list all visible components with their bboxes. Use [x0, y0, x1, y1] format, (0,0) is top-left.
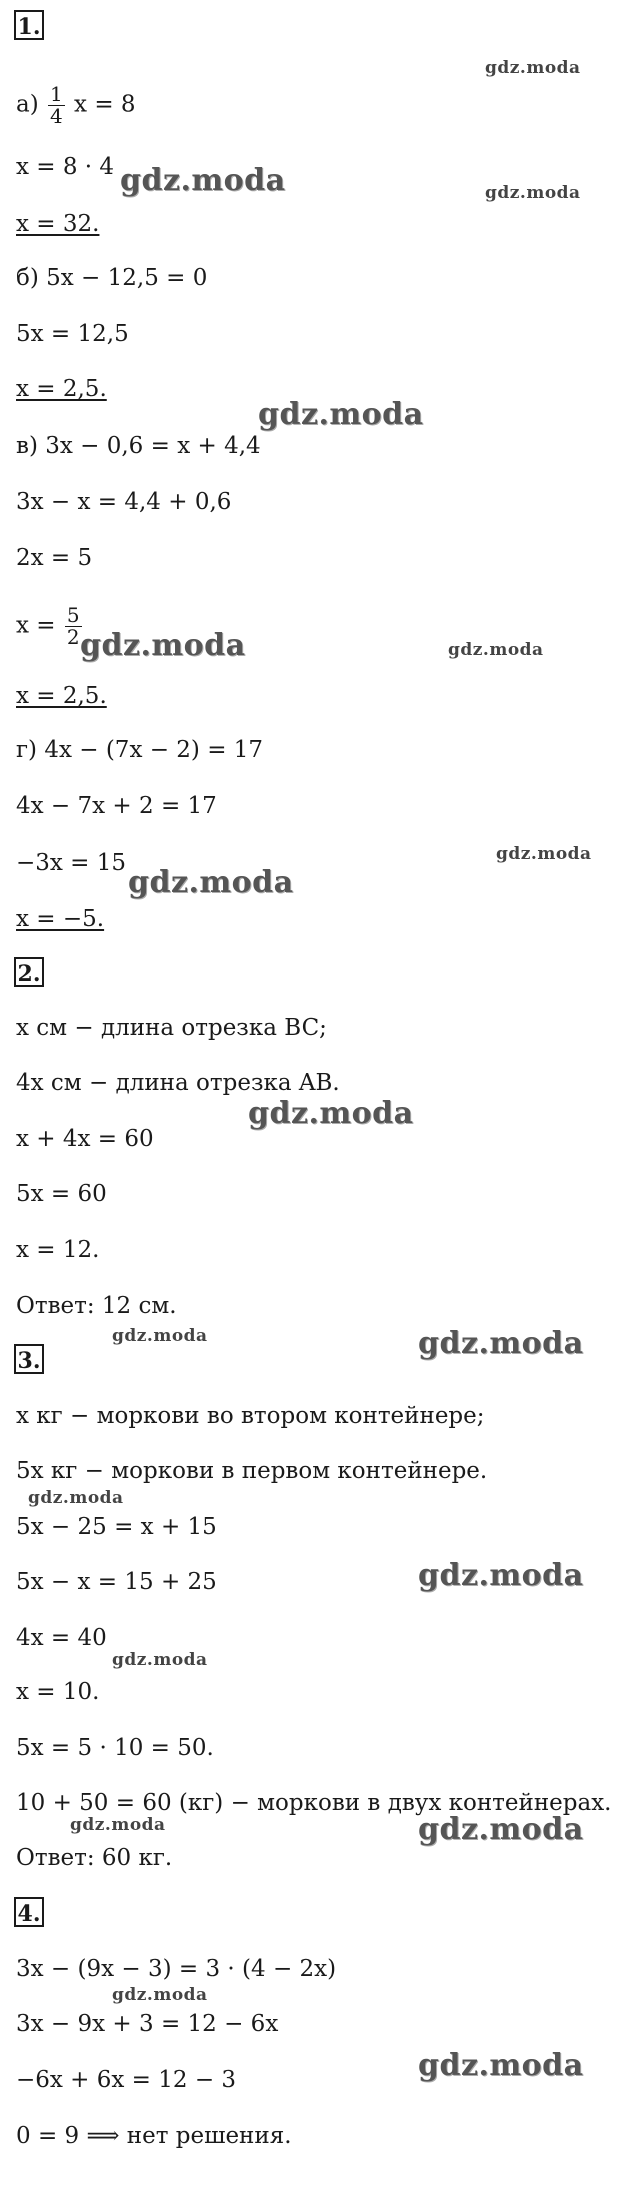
- task-1c-step-4-prefix: x =: [16, 612, 56, 639]
- task-2-line-5: x = 12.: [16, 1237, 100, 1263]
- watermark: gdz.moda: [258, 397, 424, 432]
- task-1c-answer: x = 2,5.: [16, 683, 107, 709]
- watermark: gdz.moda: [112, 1985, 208, 2005]
- task-3-line-2: 5x кг − моркови в первом контейнере.: [16, 1458, 488, 1484]
- task-4-number: 4.: [14, 1897, 44, 1927]
- task-1a-answer: x = 32.: [16, 211, 100, 237]
- watermark: gdz.moda: [485, 183, 581, 203]
- watermark: gdz.moda: [70, 1815, 166, 1835]
- task-1-number: 1.: [14, 10, 44, 40]
- task-2-line-3: x + 4x = 60: [16, 1126, 154, 1152]
- watermark: gdz.moda: [112, 1650, 208, 1670]
- task-1b-step-2: 5x = 12,5: [16, 321, 129, 347]
- task-1d-step-2: 4x − 7x + 2 = 17: [16, 793, 217, 819]
- watermark: gdz.moda: [80, 628, 246, 663]
- task-4-line-3: −6x + 6x = 12 − 3: [16, 2067, 237, 2093]
- fraction-numerator: 1: [50, 82, 63, 106]
- task-1a-rest: x = 8: [74, 91, 136, 118]
- watermark: gdz.moda: [248, 1096, 414, 1131]
- watermark: gdz.moda: [28, 1488, 124, 1508]
- fraction-denominator: 4: [50, 104, 63, 128]
- watermark: gdz.moda: [496, 844, 592, 864]
- task-1b-answer: x = 2,5.: [16, 376, 107, 402]
- task-3-line-5: 4x = 40: [16, 1625, 107, 1651]
- task-3-line-4: 5x − x = 15 + 25: [16, 1569, 217, 1595]
- task-2-line-4: 5x = 60: [16, 1181, 107, 1207]
- task-1a-prefix: а): [16, 91, 39, 118]
- task-1c-step-3: 2x = 5: [16, 545, 93, 571]
- watermark: gdz.moda: [128, 865, 294, 900]
- task-4-line-2: 3x − 9x + 3 = 12 − 6x: [16, 2011, 279, 2037]
- task-2-line-2: 4x см − длина отрезка AB.: [16, 1070, 340, 1096]
- watermark: gdz.moda: [485, 58, 581, 78]
- task-3-line-1: x кг − моркови во втором контейнере;: [16, 1403, 485, 1429]
- watermark: gdz.moda: [418, 2048, 584, 2083]
- watermark: gdz.moda: [120, 163, 286, 198]
- fraction-numerator: 5: [66, 603, 80, 627]
- task-1d-equation: г) 4x − (7x − 2) = 17: [16, 737, 264, 763]
- task-1d-step-3: −3x = 15: [16, 850, 127, 876]
- watermark: gdz.moda: [418, 1326, 584, 1361]
- task-2-answer: Ответ: 12 см.: [16, 1293, 177, 1319]
- task-1a-step-2: x = 8 · 4: [16, 154, 115, 180]
- fraction-denominator: 2: [66, 625, 80, 649]
- watermark: gdz.moda: [448, 640, 544, 660]
- task-3-line-6: x = 10.: [16, 1679, 100, 1705]
- watermark: gdz.moda: [418, 1558, 584, 1593]
- task-1c-step-2: 3x − x = 4,4 + 0,6: [16, 489, 232, 515]
- task-1c-equation: в) 3x − 0,6 = x + 4,4: [16, 433, 261, 459]
- watermark: gdz.moda: [418, 1812, 584, 1847]
- fraction-one-quarter: [48, 84, 65, 127]
- task-3-answer: Ответ: 60 кг.: [16, 1845, 173, 1871]
- task-2-number: 2.: [14, 957, 44, 987]
- task-3-number: 3.: [14, 1344, 44, 1374]
- task-3-line-8: 10 + 50 = 60 (кг) − моркови в двух контейнерах.: [16, 1790, 612, 1816]
- task-1c-step-4: [16, 605, 84, 648]
- task-4-line-1: 3x − (9x − 3) = 3 · (4 − 2x): [16, 1956, 337, 1982]
- task-3-line-7: 5x = 5 · 10 = 50.: [16, 1735, 214, 1761]
- task-3-line-3: 5x − 25 = x + 15: [16, 1514, 217, 1540]
- task-1a-equation: [16, 84, 136, 127]
- watermark: gdz.moda: [112, 1326, 208, 1346]
- task-1b-equation: б) 5x − 12,5 = 0: [16, 265, 208, 291]
- task-1d-answer: x = −5.: [16, 906, 105, 932]
- task-4-line-4: 0 = 9 ⟹ нет решения.: [16, 2123, 292, 2149]
- task-2-line-1: x см − длина отрезка BC;: [16, 1015, 327, 1041]
